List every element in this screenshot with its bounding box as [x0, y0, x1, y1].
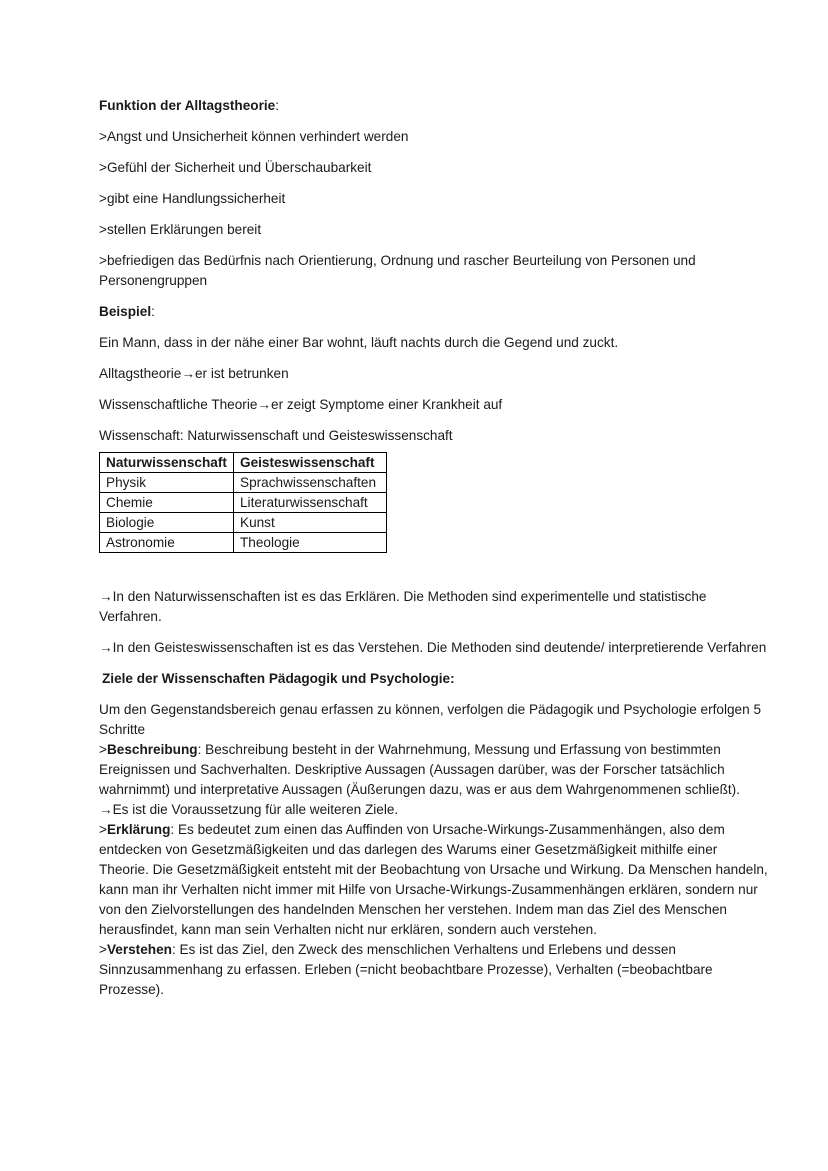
table-cell: Theologie — [234, 533, 387, 553]
table-row — [100, 533, 387, 553]
list-item: >gibt eine Handlungssicherheit — [99, 191, 286, 206]
table-header-cell: Geisteswissenschaft — [234, 453, 387, 473]
list-item: >Angst und Unsicherheit können verhindert werden — [99, 129, 409, 144]
table-cell: Physik — [100, 473, 234, 493]
list-item: >befriedigen das Bedürfnis nach Orientierung, Ordnung und rascher Beurteilung von Personen und Personengruppen — [99, 253, 696, 288]
table-header-cell: Naturwissenschaft — [100, 453, 234, 473]
term-verstehen: Verstehen — [106, 942, 172, 957]
erklaerung-paragraph: >Erklärung: Es bedeutet zum einen das Auffinden von Ursache-Wirkungs-Zusammenhängen, also dem entdecken von Gesetzmäßigkeiten und das darlegen des Warums einer Gesetzmäßigkeit mithilfe einer Theorie. Die Gesetzmäßigkeit entsteht mit der Beobachtung von Ursache und Wirkung. Da Menschen handeln, kann man ihr Verhalten nicht immer mit Hilfe von Ursache-Wirkungs-Zusammenhängen erklären, sondern nur von den Zielvorstellungen des handelnden Menschen her verstehen. Indem man das Ziel des Menschen herausfindet, kann man sein Verhalten nicht nur erklären, sondern auch verstehen. — [99, 822, 768, 937]
table-cell: Chemie — [100, 493, 234, 513]
list-item: >Gefühl der Sicherheit und Überschaubarkeit — [99, 160, 372, 175]
heading-text: Funktion der Alltagstheorie — [99, 98, 276, 113]
example-line: Alltagstheorie→er ist betrunken — [99, 366, 289, 381]
table-cell: Sprachwissenschaften — [234, 473, 387, 493]
document-page — [99, 96, 769, 1000]
example-line: Wissenschaft: Naturwissenschaft und Geisteswissenschaft — [99, 428, 453, 443]
example-line: Ein Mann, dass in der nähe einer Bar wohnt, läuft nachts durch die Gegend und zuckt. — [99, 335, 619, 350]
term-beschreibung: Beschreibung — [106, 742, 198, 757]
intro-paragraph: Um den Gegenstandsbereich genau erfassen zu können, verfolgen die Pädagogik und Psychologie erfolgen 5 Schritte — [99, 702, 762, 737]
section-heading-ziele: Ziele der Wissenschaften Pädagogik und Psychologie: — [102, 671, 455, 686]
section-heading-alltagstheorie: Funktion der Alltagstheorie: — [99, 98, 280, 113]
table-row — [100, 493, 387, 513]
section-heading-beispiel: Beispiel: — [99, 304, 155, 319]
beschreibung-note: →Es ist die Voraussetzung für alle weiteren Ziele. — [99, 802, 399, 817]
table-cell: Astronomie — [100, 533, 234, 553]
heading-text: Beispiel — [99, 304, 152, 319]
verstehen-paragraph: >Verstehen: Es ist das Ziel, den Zweck des menschlichen Verhaltens und Erlebens und dessen Sinnzusammenhang zu erfassen. Erleben (=nicht beobachtbare Prozesse), Verhalten (=beobachtbare Prozesse). — [99, 942, 713, 997]
list-item: >stellen Erklärungen bereit — [99, 222, 262, 237]
table-header-row — [100, 453, 387, 473]
table-cell: Biologie — [100, 513, 234, 533]
table-cell: Literaturwissenschaft — [234, 493, 387, 513]
table-row — [100, 473, 387, 493]
science-table — [99, 452, 387, 553]
term-erklaerung: Erklärung — [106, 822, 171, 837]
table-row — [100, 513, 387, 533]
beschreibung-paragraph: >Beschreibung: Beschreibung besteht in der Wahrnehmung, Messung und Erfassung von bestimmten Ereignissen und Sachverhalten. Deskriptive Aussagen (Aussagen darüber, was der Forscher tatsächlich wahrnimmt) und interpretative Aussagen (Äußerungen dazu, was er aus dem Wahrgenommenen schließt). — [99, 742, 740, 797]
conclusion-paragraph: →In den Geisteswissenschaften ist es das Verstehen. Die Methoden sind deutende/ interpretierende Verfahren — [99, 640, 767, 655]
example-line: Wissenschaftliche Theorie→er zeigt Symptome einer Krankheit auf — [99, 397, 503, 412]
conclusion-paragraph: →In den Naturwissenschaften ist es das Erklären. Die Methoden sind experimentelle und statistische Verfahren. — [99, 589, 707, 624]
table-cell: Kunst — [234, 513, 387, 533]
